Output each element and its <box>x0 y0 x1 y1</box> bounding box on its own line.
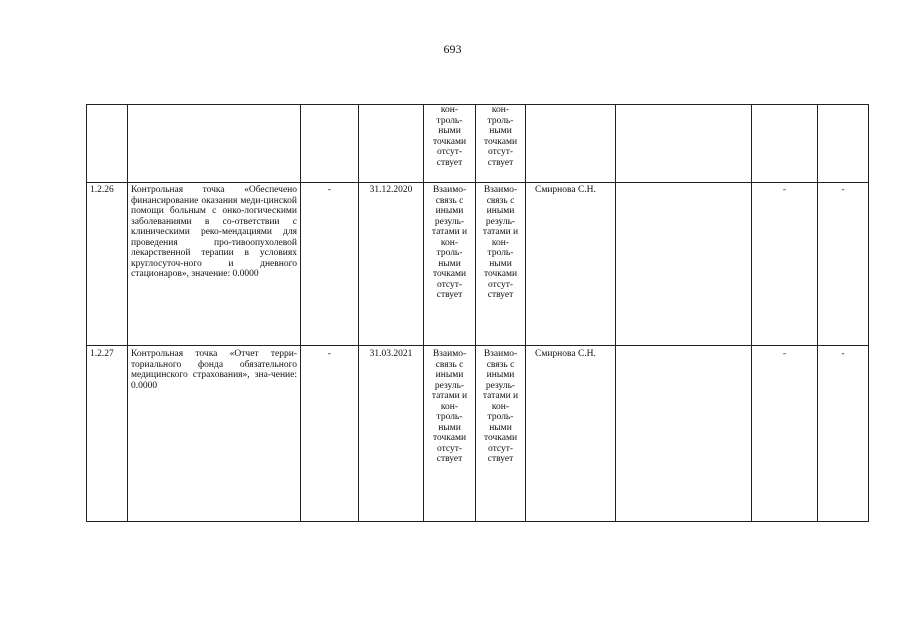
row-col5: Взаимо- связь с иными резуль- татами и кон- троль- ными точками отсут- ствует <box>431 349 468 464</box>
row-col10: - <box>841 185 845 195</box>
row-name: Контрольная точка «Обеспечено финансирование оказания меди-цинской помощи больным с онко-логическими заболеваниями в со-ответствии с клиническими реко-мендациями для проведения про-тивоопухолевой лекарственной терапии в условиях круглосуточ-ного и дневного стационаров», значение: 0.0000 <box>131 185 297 279</box>
row-col5: Взаимо- связь с иными резуль- татами и кон- троль- ными точками отсут- ствует <box>431 185 468 300</box>
row-col6: Взаимо- связь с иными резуль- татами и кон- троль- ными точками отсут- ствует <box>482 349 519 464</box>
row-col3: - <box>327 349 332 359</box>
row-date: 31.03.2021 <box>369 349 413 359</box>
row-col9: - <box>782 185 787 195</box>
row-number: 1.2.26 <box>90 185 114 195</box>
row-date: 31.12.2020 <box>369 185 413 195</box>
continuation-col6: кон- троль- ными точками отсут- ствует <box>483 105 518 168</box>
row-number: 1.2.27 <box>90 349 114 359</box>
document-table <box>86 104 869 522</box>
row-name: Контрольная точка «Отчет терри-ториального фонда обязательного медицинского страхования», зна-чение: 0.0000 <box>131 349 297 391</box>
page-number: 693 <box>443 42 462 56</box>
row-col9: - <box>782 349 787 359</box>
row-responsible: Смирнова С.Н. <box>535 349 596 359</box>
row-col6: Взаимо- связь с иными резуль- татами и кон- троль- ными точками отсут- ствует <box>482 185 519 300</box>
row-responsible: Смирнова С.Н. <box>535 185 596 195</box>
row-col10: - <box>841 349 845 359</box>
row-col3: - <box>327 185 332 195</box>
continuation-col5: кон- троль- ными точками отсут- ствует <box>432 105 467 168</box>
